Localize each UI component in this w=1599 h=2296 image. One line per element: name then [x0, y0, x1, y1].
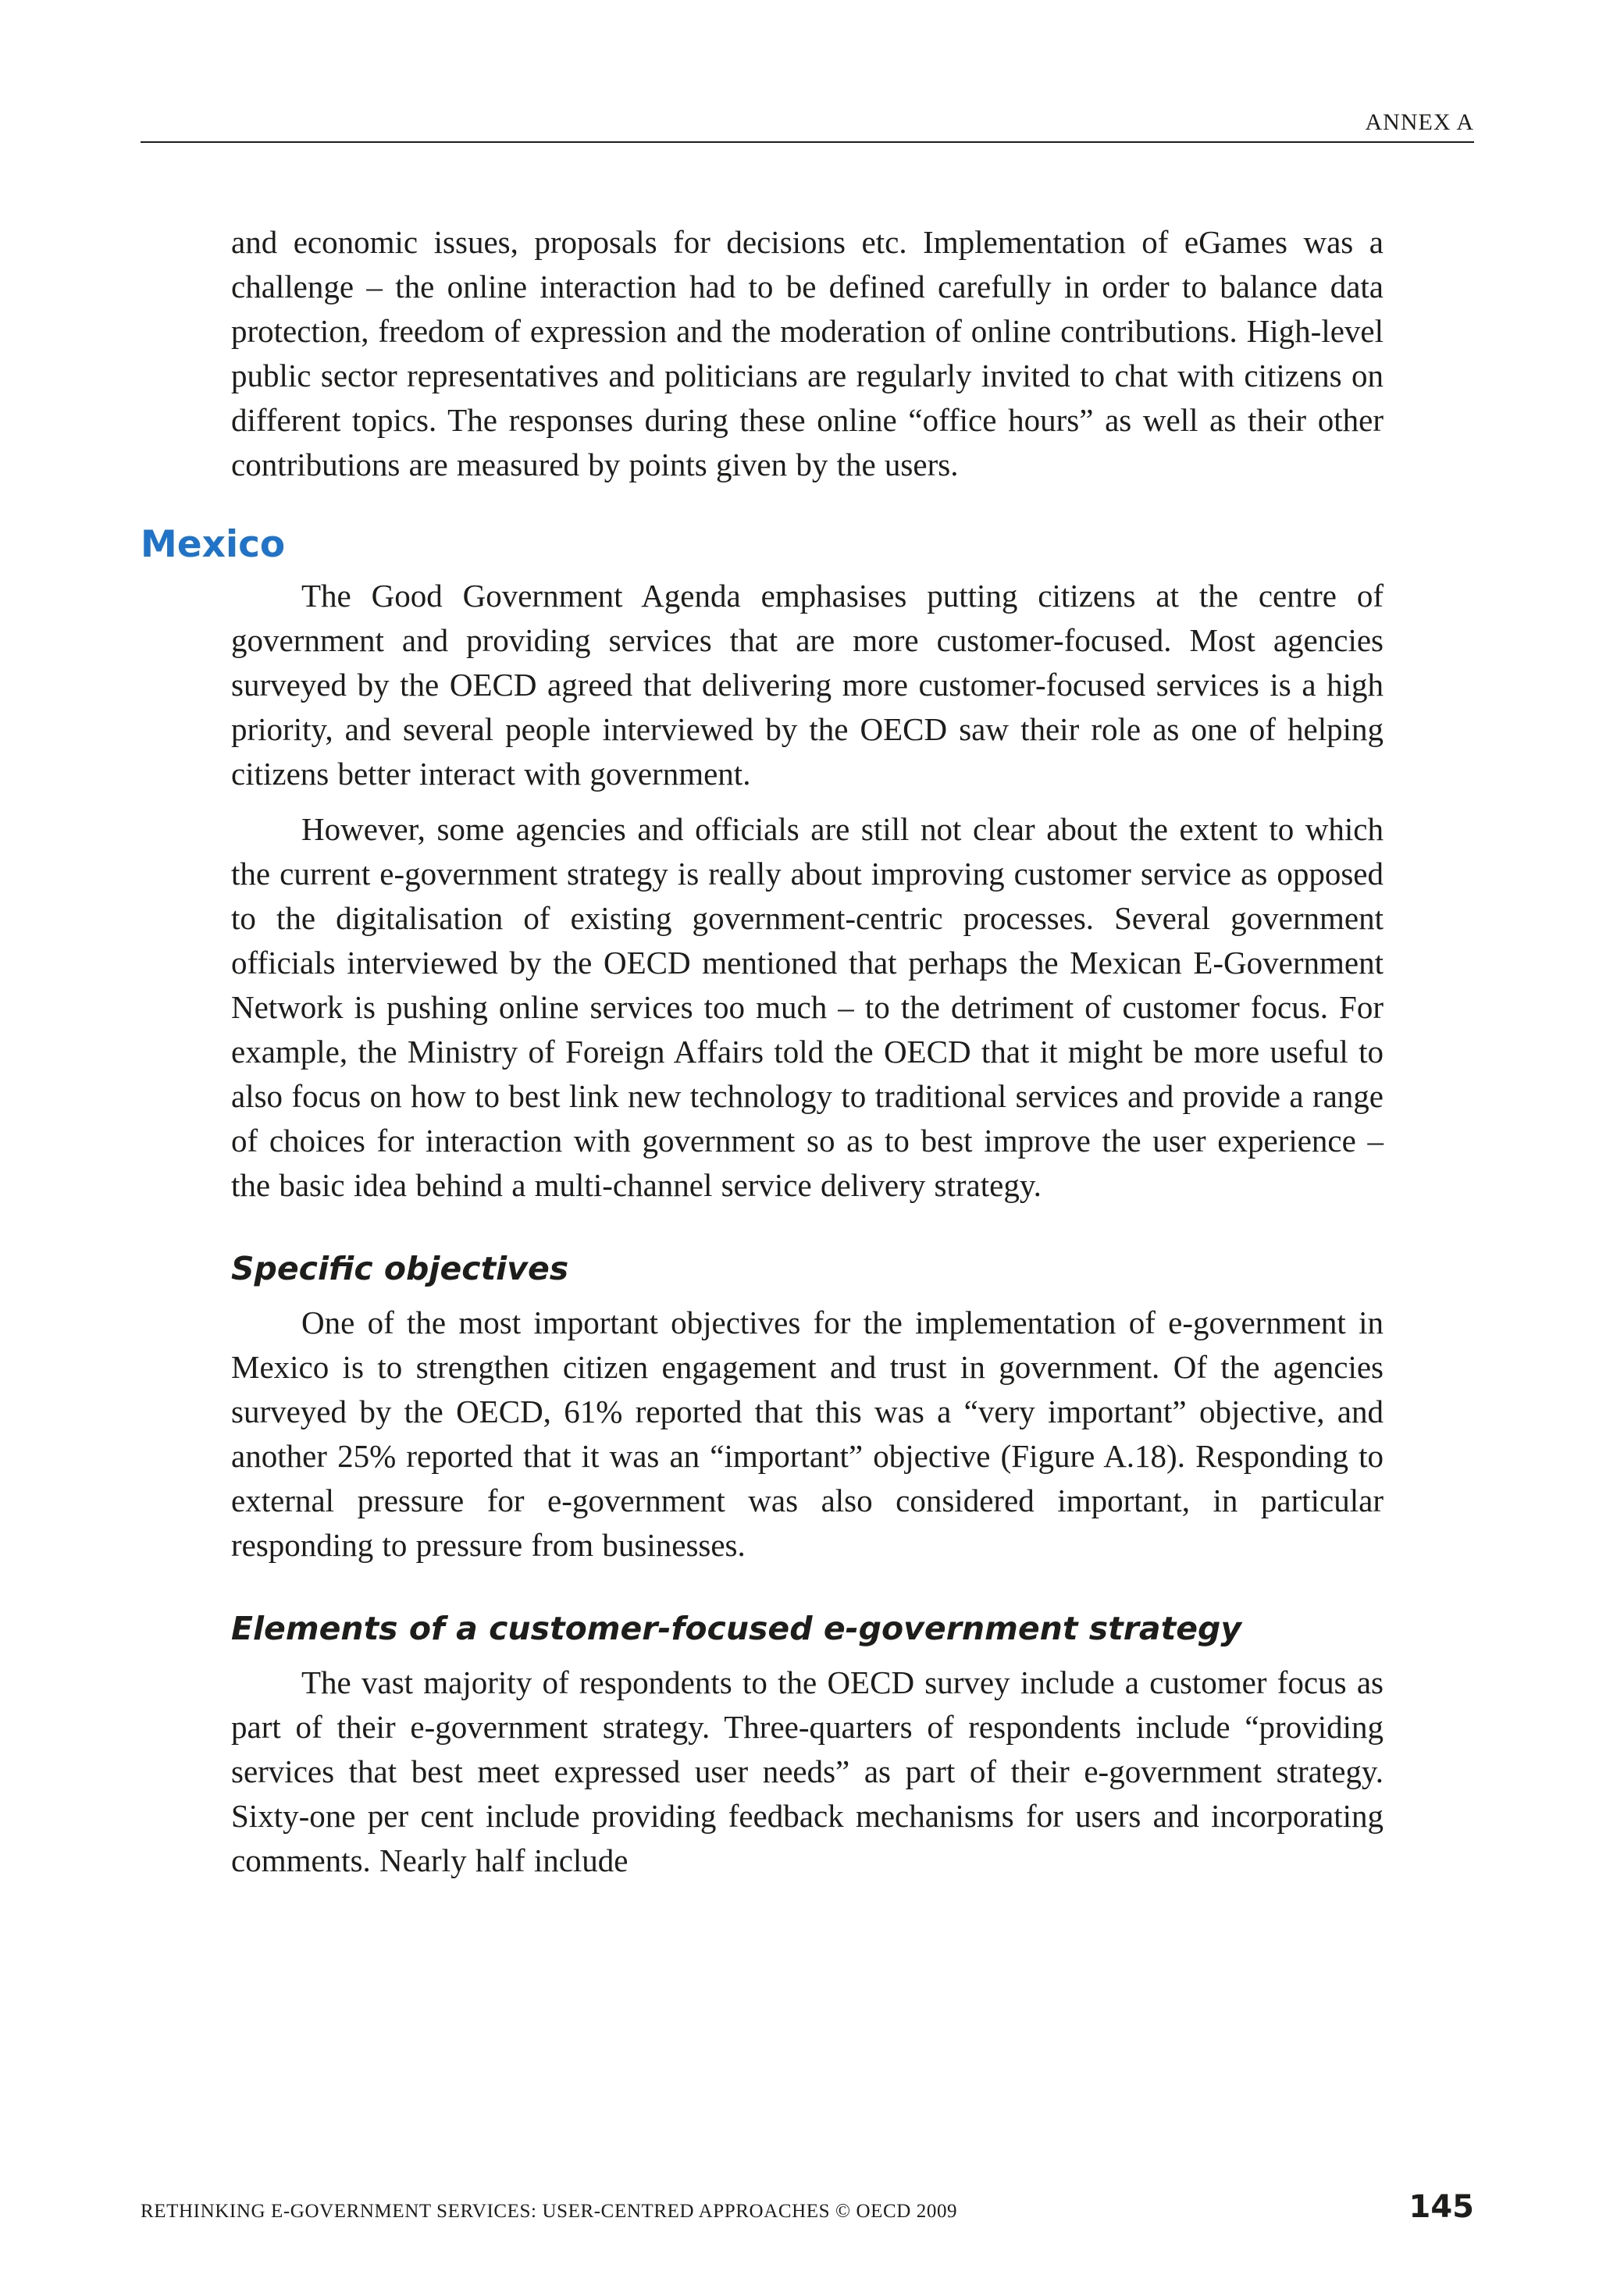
running-header-label: ANNEX A [1365, 109, 1474, 135]
paragraph-however: However, some agencies and officials are still not clear about the extent to which the current e-government strategy is really about improving customer service as opposed to the digitalisation of existing government-centric processes. Several government officials interviewed by the OECD mentioned that perhaps the Mexican E-Government Network is pushing online services too much – to the detriment of customer focus. For example, the Ministry of Foreign Affairs told the OECD that it might be more useful to also focus on how to best link new technology to traditional services and provide a range of choices for interaction with government so as to best improve the user experience – the basic idea behind a multi-channel service delivery strategy. [231, 811, 1384, 1203]
subheading-elements-strategy: Elements of a customer-focused e-government strategy [231, 1610, 1242, 1647]
paragraph-continued: and economic issues, proposals for decisions etc. Implementation of eGames was a challenge – the online interaction had to be defined carefully in order to balance data protection, freedom of expression and the moderation of online contributions. High-level public sector representatives and politicians are regularly invited to chat with citizens on different topics. The responses during these online “office hours” as well as their other contributions are measured by points given by the users. [231, 224, 1384, 482]
paragraph-customer-focus: The vast majority of respondents to the OECD survey include a customer focus as part of their e-government strategy. Three-quarters of respondents include “providing services that best meet expressed user needs” as part of their e-government strategy. Sixty-one per cent include providing feedback mechanisms for users and incorporating comments. Nearly half include [231, 1664, 1384, 1878]
header-rule [141, 141, 1474, 143]
paragraph-good-government-agenda: The Good Government Agenda emphasises putting citizens at the centre of government and providing services that are more customer-focused. Most agencies surveyed by the OECD agreed that delivering more customer-focused services is a high priority, and several people interviewed by the OECD saw their role as one of helping citizens better interact with government. [231, 578, 1384, 792]
page-number: 145 [1408, 2189, 1474, 2225]
subheading-specific-objectives: Specific objectives [231, 1250, 569, 1287]
section-heading-mexico: Mexico [141, 523, 286, 566]
paragraph-objectives: One of the most important objectives for the implementation of e-government in Mexico is to strengthen citizen engagement and trust in government. Of the agencies surveyed by the OECD, 61% reported that this was a “very important” objective, and another 25% reported that it was an “important” objective (Figure A.18). Responding to external pressure for e-government was also considered important, in particular responding to pressure from businesses. [231, 1305, 1384, 1563]
page-body [141, 220, 1384, 1894]
footer-publication-title: RETHINKING E-GOVERNMENT SERVICES: USER-CENTRED APPROACHES © OECD 2009 [141, 2201, 958, 2222]
